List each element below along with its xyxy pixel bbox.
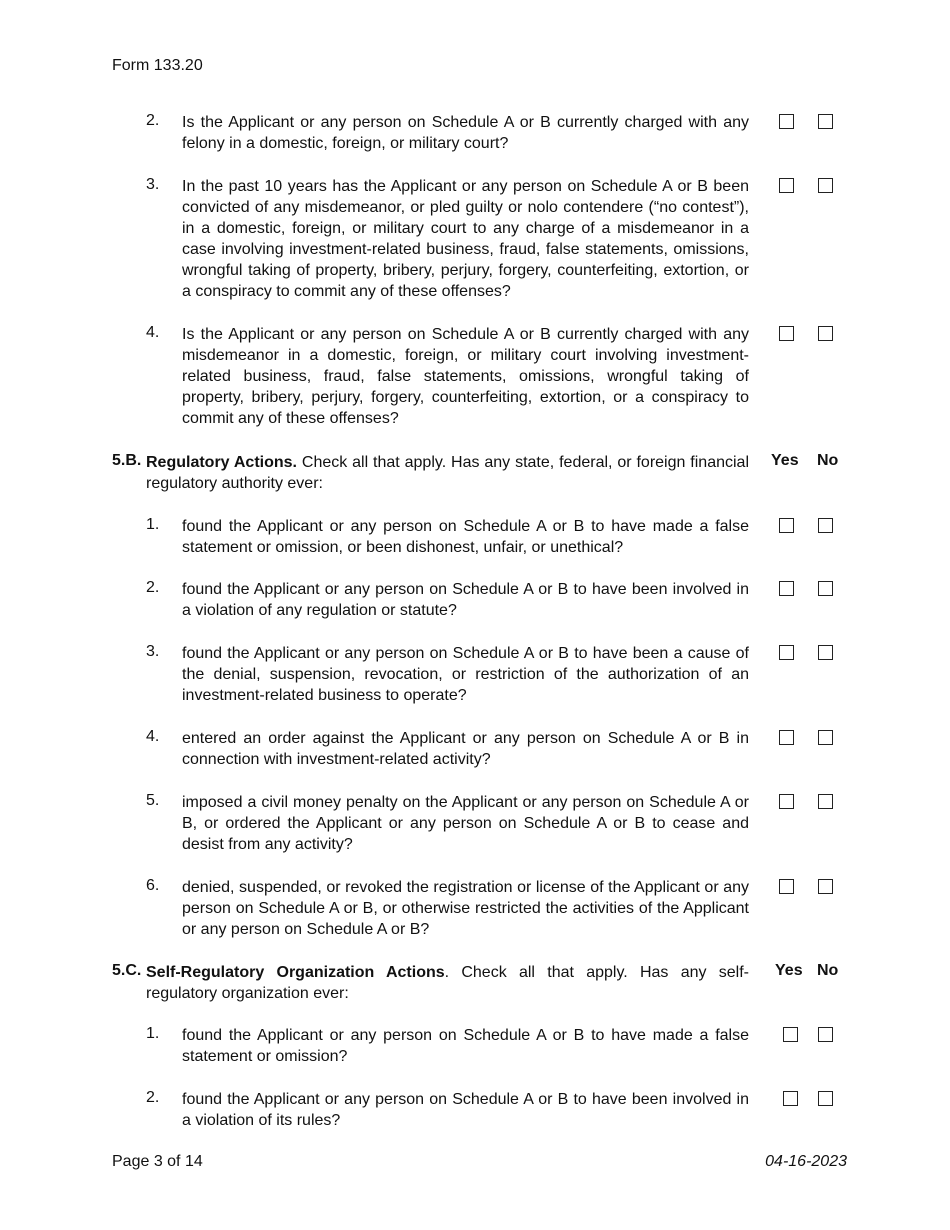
no-checkbox[interactable] [818, 581, 833, 596]
yes-checkbox[interactable] [779, 581, 794, 596]
question-number: 4. [146, 728, 160, 745]
section-title: Regulatory Actions. [146, 454, 297, 471]
question-text: found the Applicant or any person on Schedule A or B to have been involved in a violation of its rules? [182, 1091, 749, 1129]
yes-checkbox[interactable] [779, 730, 794, 745]
question-5a-2 [112, 112, 852, 156]
section-intro [146, 452, 749, 494]
question-5a-4 [112, 324, 852, 432]
section-label: 5.C. [112, 962, 142, 979]
question-text: In the past 10 years has the Applicant or any person on Schedule A or B been convicted of any misdemeanor, or pled guilty or nolo contendere (“no contest”), in a domestic, foreign, or military court to any charge of a misdemeanor in a case involving investment-related business, fraud, false statements, omissions, wrongful taking of property, bribery, perjury, forgery, counterfeiting, extortion, or a conspiracy to commit any of these offenses? [182, 178, 749, 300]
question-5b-2 [112, 579, 852, 623]
question-5b-6 [112, 877, 852, 943]
question-text: Is the Applicant or any person on Schedule A or B currently charged with any misdemeanor in a domestic, foreign, or military court involving investment-related business, fraud, false statements, omissions, wrongful taking of property, bribery, perjury, forgery, counterfeiting, extortion, or a conspiracy to commit any of these offenses? [182, 326, 749, 427]
no-checkbox[interactable] [818, 730, 833, 745]
question-number: 2. [146, 1089, 160, 1106]
no-column-header: No [817, 452, 839, 469]
no-checkbox[interactable] [818, 114, 833, 129]
yes-checkbox[interactable] [783, 1091, 798, 1106]
yes-checkbox[interactable] [779, 326, 794, 341]
section-title: Self-Regulatory Organization Actions [146, 964, 445, 981]
section-label: 5.B. [112, 452, 142, 469]
question-text: denied, suspended, or revoked the registration or license of the Applicant or any person on Schedule A or B, or otherwise restricted the activities of the Applicant or any person on Schedule A or B? [182, 879, 749, 938]
question-number: 2. [146, 579, 160, 596]
question-number: 1. [146, 1025, 160, 1042]
question-number: 3. [146, 176, 160, 193]
question-text: found the Applicant or any person on Schedule A or B to have been involved in a violation of any regulation or statute? [182, 581, 749, 619]
no-checkbox[interactable] [818, 645, 833, 660]
question-5c-1 [112, 1025, 852, 1069]
section-5c-heading [112, 962, 852, 1006]
section-5b-heading [112, 452, 852, 496]
no-checkbox[interactable] [818, 794, 833, 809]
yes-checkbox[interactable] [779, 645, 794, 660]
yes-checkbox[interactable] [779, 178, 794, 193]
section-intro [146, 962, 749, 1004]
no-checkbox[interactable] [818, 1091, 833, 1106]
question-text: found the Applicant or any person on Schedule A or B to have made a false statement or omission, or been dishonest, unfair, or unethical? [182, 518, 749, 556]
revision-date: 04-16-2023 [765, 1153, 847, 1170]
yes-column-header: Yes [775, 962, 803, 979]
question-number: 2. [146, 112, 160, 129]
no-checkbox[interactable] [818, 178, 833, 193]
question-text: found the Applicant or any person on Schedule A or B to have been a cause of the denial, suspension, revocation, or restriction of the authorization of an investment-related business to operate? [182, 645, 749, 704]
question-number: 6. [146, 877, 160, 894]
yes-column-header: Yes [771, 452, 799, 469]
page-number: Page 3 of 14 [112, 1153, 203, 1170]
yes-checkbox[interactable] [779, 114, 794, 129]
question-5b-5 [112, 792, 852, 858]
question-5b-4 [112, 728, 852, 772]
question-text: imposed a civil money penalty on the Applicant or any person on Schedule A or B, or ordered the Applicant or any person on Schedule A or B to cease and desist from any activity? [182, 794, 749, 853]
form-number: Form 133.20 [112, 57, 203, 74]
question-5a-3 [112, 176, 852, 304]
question-text: found the Applicant or any person on Schedule A or B to have made a false statement or omission? [182, 1027, 749, 1065]
question-5b-1 [112, 516, 852, 560]
question-5b-3 [112, 643, 852, 709]
question-text: Is the Applicant or any person on Schedule A or B currently charged with any felony in a domestic, foreign, or military court? [182, 114, 749, 152]
question-number: 5. [146, 792, 160, 809]
yes-checkbox[interactable] [783, 1027, 798, 1042]
question-number: 3. [146, 643, 160, 660]
no-checkbox[interactable] [818, 326, 833, 341]
section-intro-text: Check all that apply. Has any state, federal, or foreign financial regulatory authority ever: [146, 454, 749, 492]
question-5c-2 [112, 1089, 852, 1133]
no-column-header: No [817, 962, 839, 979]
question-text: entered an order against the Applicant or any person on Schedule A or B in connection with investment-related activity? [182, 730, 749, 768]
no-checkbox[interactable] [818, 1027, 833, 1042]
no-checkbox[interactable] [818, 879, 833, 894]
no-checkbox[interactable] [818, 518, 833, 533]
question-number: 4. [146, 324, 160, 341]
question-number: 1. [146, 516, 160, 533]
yes-checkbox[interactable] [779, 518, 794, 533]
section-intro-text: . Check all that apply. Has any self-regulatory organization ever: [146, 964, 749, 1002]
yes-checkbox[interactable] [779, 794, 794, 809]
yes-checkbox[interactable] [779, 879, 794, 894]
